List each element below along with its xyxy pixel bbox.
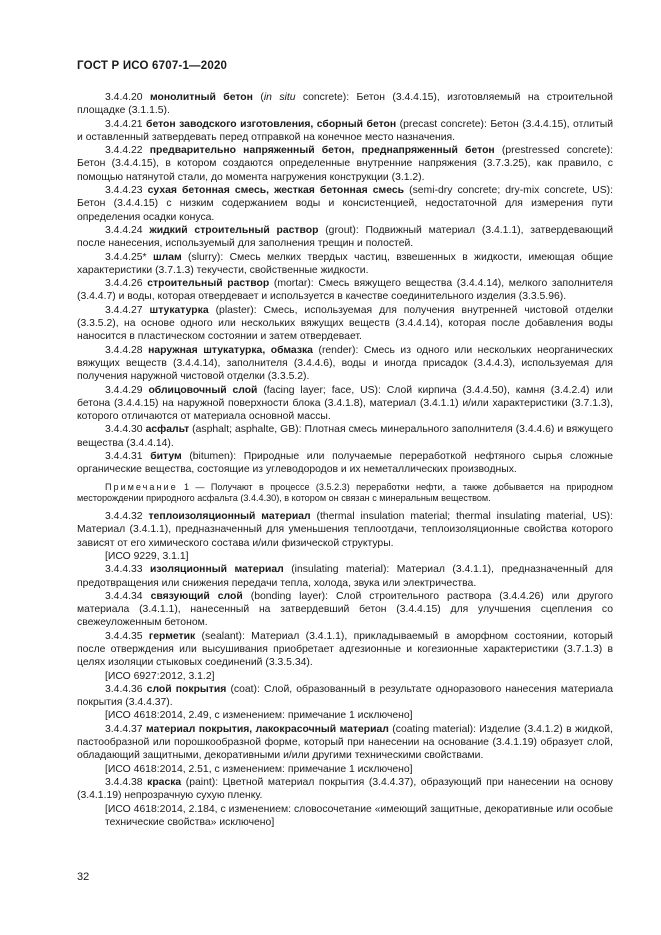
term-definition	[77, 91, 613, 118]
term-name: наружная штукатурка, обмазка	[148, 344, 313, 356]
note	[77, 482, 613, 505]
term-number: 3.4.4.34	[105, 590, 143, 602]
term-description: (sealant): Материал (3.4.1.1), прикладываемый в аморфном состоянии, который после отверждения или высушивания приобретает адгезионные и когезионные характеристики (3.7.1.3) в целях изоляции стыковых соединений (3.3.5.34).	[77, 630, 613, 669]
term-number: 3.4.4.21	[105, 118, 143, 130]
term-number: 3.4.4.20	[105, 92, 143, 103]
term-description: (thermal insulation material; thermal insulating material, US): Материал (3.4.1.1), предназначенный для уменьшения теплоотдачи, теплоизоляционные свойства которого зависят от его химического состава и/или физической структуры.	[77, 511, 613, 549]
term-name: материал покрытия, лакокрасочный материал	[145, 723, 389, 735]
term-name: жидкий строительный раствор	[149, 224, 319, 236]
term-description: (prestressed concrete): Бетон (3.4.4.15), в котором создаются определенные внутренние напряжения (3.7.3.25), как правило, с помощью натянутой стали, до момента нагружения конструкции (3.1.2).	[77, 145, 613, 183]
note-label: Примечание	[105, 481, 178, 492]
term-definition	[77, 723, 613, 763]
term-definition	[77, 683, 613, 710]
source-reference: [ИСО 4618:2014, 2.184, с изменением: словосочетание «имеющий защитные, декоративные или особые технические свойства» исключено]	[105, 803, 613, 828]
term-definition	[77, 118, 613, 145]
term-number: 3.4.4.28	[105, 344, 143, 356]
term-name: асфальт	[145, 424, 190, 436]
source-reference: [ИСО 4618:2014, 2.49, с изменением: примечание 1 исключено]	[105, 710, 413, 722]
term-name: монолитный бетон	[149, 92, 253, 103]
term-number: 3.4.4.36	[105, 683, 143, 695]
term-number: 3.4.4.30	[105, 424, 143, 436]
term-number: 3.4.4.29	[105, 384, 143, 396]
term-number: 3.4.4.25*	[105, 251, 147, 263]
term-name: краска	[147, 776, 182, 788]
term-definition	[77, 450, 613, 477]
term-number: 3.4.4.37	[105, 723, 143, 735]
term-definition	[77, 563, 613, 590]
term-name: слой покрытия	[146, 683, 227, 695]
term-description: (facing layer; face, US): Слой кирпича (3.4.4.50), камня (3.4.2.4) или бетона (3.4.4.15) на наружной поверхности блока (3.4.1.8), материал (3.4.1.1) и/или характеристики (3.7.1.3), которого отличаются от материала основной массы.	[77, 384, 613, 423]
terms-section-b	[77, 510, 613, 829]
term-definition	[77, 590, 613, 630]
term-name: теплоизоляционный материал	[148, 511, 311, 523]
term-description: (slurry): Смесь мелких твердых частиц, взвешенных в жидкости, имеющая общие характеристики (3.7.1.3) текучести, свойственные жидкости.	[77, 251, 614, 276]
note-text: 1 — Получают в процессе (3.5.2.3) переработки нефти, а также добывается на природном месторождении природного асфальта (3.4.4.30), в котором он связан с минеральным веществом.	[77, 481, 613, 504]
term-description: (plaster): Смесь, используемая для получения внутренней чистовой отделки (3.3.5.2), на основе одного или нескольких вяжущих веществ (3.4.4.14), которая после добавления воды наносится в пластическом состоянии и затем отвердевает.	[77, 304, 613, 343]
page-number: 32	[77, 871, 90, 883]
source-reference: [ИСО 6927:2012, 3.1.2]	[105, 670, 215, 682]
term-name: шлам	[152, 251, 182, 263]
term-definition	[77, 224, 613, 251]
document-body	[77, 91, 613, 829]
term-number: 3.4.4.26	[105, 278, 143, 290]
term-number: 3.4.4.33	[105, 564, 143, 576]
term-definition	[77, 344, 613, 384]
term-description: (semi-dry concrete; dry-mix concrete, US): Бетон (3.4.4.15) с низким содержанием воды и консистенцией, недостаточной для измерения пути определения осадки конуса.	[77, 185, 613, 223]
term-number: 3.4.4.35	[105, 630, 143, 642]
term-number: 3.4.4.24	[105, 224, 143, 236]
term-definition	[77, 423, 613, 450]
term-description: (coating material): Изделие (3.4.1.2) в жидкой, пастообразной или порошкообразной форме, который при нанесении на основание (3.4.1.19) образует слой, обладающий защитными, декоративными и/или другими техническими свойствами.	[77, 723, 613, 762]
term-name: бетон заводского изготовления, сборный бетон	[146, 118, 397, 130]
term-description: (asphalt; asphalte, GB): Плотная смесь минерального заполнителя (3.4.4.6) и вяжущего вещества (3.4.4.14).	[77, 424, 614, 449]
terms-section-a	[77, 91, 613, 477]
term-definition	[77, 304, 613, 344]
term-number: 3.4.4.27	[105, 304, 143, 316]
term-number: 3.4.4.22	[105, 145, 143, 157]
term-name: герметик	[148, 630, 196, 642]
source-reference: [ИСО 9229, 3.1.1]	[105, 550, 189, 562]
term-name: битум	[150, 451, 182, 463]
term-description: (in situ concrete): Бетон (3.4.4.15), изготовляемый на строительной площадке (3.1.1.5).	[77, 92, 613, 117]
term-definition	[77, 776, 613, 803]
source-reference: [ИСО 4618:2014, 2.51, с изменением: примечание 1 исключено]	[105, 763, 413, 775]
term-description: (insulating material): Материал (3.4.1.1), предназначенный для предотвращения или снижения передачи тепла, холода, звука или электричества.	[77, 564, 613, 589]
term-definition	[77, 510, 613, 550]
term-number: 3.4.4.31	[105, 451, 143, 463]
term-number: 3.4.4.38	[105, 776, 143, 788]
term-description: (precast concrete): Бетон (3.4.4.15), отлитый и оставленный затвердевать перед отправкой на конечное место назначения.	[77, 118, 614, 143]
term-number: 3.4.4.23	[105, 185, 143, 197]
term-number: 3.4.4.32	[105, 511, 143, 523]
term-definition	[77, 277, 613, 304]
term-definition	[77, 384, 613, 424]
term-description: (paint): Цветной материал покрытия (3.4.4.37), образующий при нанесении на основу (3.4.1.19) непрозрачную сухую пленку.	[77, 776, 614, 802]
term-name: изоляционный материал	[150, 564, 284, 576]
term-description: (render): Смесь из одного или нескольких неорганических вяжущих веществ (3.4.4.14), заполнителя (3.4.4.6), воды и иногда присадок (3.4.4.3), используемая для получения наружной чистовой отделки (3.3.5.2).	[77, 344, 613, 383]
term-name: строительный раствор	[147, 278, 270, 290]
term-description: (mortar): Смесь вяжущего вещества (3.4.4.14), мелкого заполнителя (3.4.4.7) и воды, которая отвердевает и используется в качестве соединительного изделия (3.3.5.96).	[77, 278, 613, 303]
term-name: облицовочный слой	[148, 384, 258, 396]
term-name: предварительно напряженный бетон, преднапряженный бетон	[149, 145, 495, 157]
term-definition	[77, 251, 613, 278]
document-header: ГОСТ Р ИСО 6707-1—2020	[77, 60, 228, 72]
term-definition	[77, 630, 613, 670]
term-definition	[77, 144, 613, 184]
term-name: штукатурка	[149, 304, 209, 316]
term-description: (grout): Подвижный материал (3.4.1.1), затвердевающий после нанесения, используемый для заполнения трещин и полостей.	[77, 224, 613, 250]
term-description: (coat): Слой, образованный в результате одноразового нанесения материала покрытия (3.4.4.37).	[77, 683, 614, 709]
term-description: (bonding layer): Слой строительного раствора (3.4.4.26) или другого материала (3.4.1.1), нанесенный на затвердевший бетон (3.4.4.15) для улучшения сцепления со свежеуложенным бетоном.	[77, 590, 613, 629]
term-name: связующий слой	[150, 590, 243, 602]
term-name: сухая бетонная смесь, жесткая бетонная смесь	[147, 185, 405, 197]
term-definition	[77, 184, 613, 224]
term-description: (bitumen): Природные или получаемые переработкой нефтяного сырья сложные органические вещества, состоящие из углеводородов и их неметаллических производных.	[77, 451, 613, 476]
